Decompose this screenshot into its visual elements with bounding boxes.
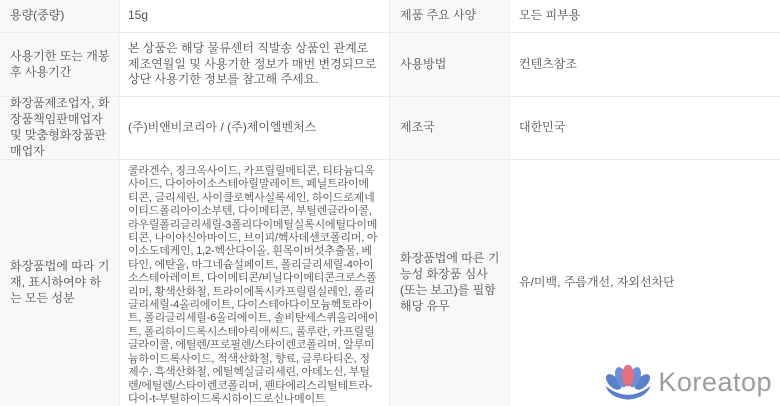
spec-label-capacity: 용량(중량): [0, 0, 120, 33]
spec-label-ingredients: 화장품법에 따라 기재, 표시하여야 하는 모든 성분: [0, 160, 120, 406]
spec-label-expiry: 사용기한 또는 개봉 후 사용기간: [0, 33, 120, 97]
spec-label-functional: 화장품법에 따른 기능성 화장품 심사(또는 보고)를 필함 해당 유무: [390, 160, 510, 406]
lotus-flower-icon: [604, 363, 652, 401]
spec-value-expiry: 본 상품은 해당 물류센터 직발송 상품인 관계로 제조연월일 및 사용기한 정보가 매번 변경되므로 상단 사용기한 정보를 참고해 주세요.: [120, 33, 390, 97]
spec-value-manufacturer: (주)비앤비코리아 / (주)제이엘벤처스: [120, 97, 390, 160]
spec-value-capacity: 15g: [120, 0, 390, 33]
spec-value-usage: 컨텐츠참조: [510, 33, 780, 97]
spec-label-country: 제조국: [390, 97, 510, 160]
spec-value-skin-type: 모든 피부용: [510, 0, 780, 33]
spec-value-country: 대한민국: [510, 97, 780, 160]
spec-label-manufacturer: 화장품제조업자, 화장품책임판매업자 및 맞춤형화장품판매업자: [0, 97, 120, 160]
logo-text: Koreatop: [658, 366, 772, 397]
spec-value-functional: 유/미백, 주름개선, 자외선차단: [519, 275, 675, 290]
spec-value-ingredients: 콜라겐수, 징크옥사이드, 카프릴릴메티콘, 티타늄디옥사이드, 다이아이소스테아릴말레이트, 페닐트라이메티콘, 글리세린, 사이클로헥사실록세인, 하이드로제네이티드폴리아이소부텐, 다이메티콘, 부틸렌글라이콜, 라우릴폴리글리세릴-3폴리다이메틸실록시에틸다이메티콘, 나이아신아마이드, 브이피/헥사데센코폴리머, 아이소도데케인, 1,2-헥산다이올, 흰목이버섯추출물, 베타인, 에탄올, 마그네슘설페이트, 폴리글리세릴-4아이소스테아레이트, 다이메티콘/비닐다이메티콘크로스폴리머, 황색산화철, 트라이에톡시카프릴릴실레인, 폴리글리세릴-4올리에이트, 다이스테아다이모늄헥토라이트, 폴리글리세릴-6올리에이트, 솔비탄세스퀴올리에이트, 폴리하이드록시스테아릭애씨드, 풀루란, 카프릴릴글라이콜, 에틸렌/프로필렌/스타이렌코폴리머, 알루미늄하이드록사이드, 적색산화철, 향료, 글루타티온, 정제수, 흑색산화철, 에틸헥실글리세린, 아데노신, 부틸렌/에틸렌/스타이렌코폴리머, 펜타에리스리틸테트라-다이-t-부틸하이드록시하이드로신나메이트: [120, 160, 390, 406]
koreatop-logo: [604, 363, 772, 401]
spec-label-skin-type: 제품 주요 사양: [390, 0, 510, 33]
spec-label-usage: 사용방법: [390, 33, 510, 97]
